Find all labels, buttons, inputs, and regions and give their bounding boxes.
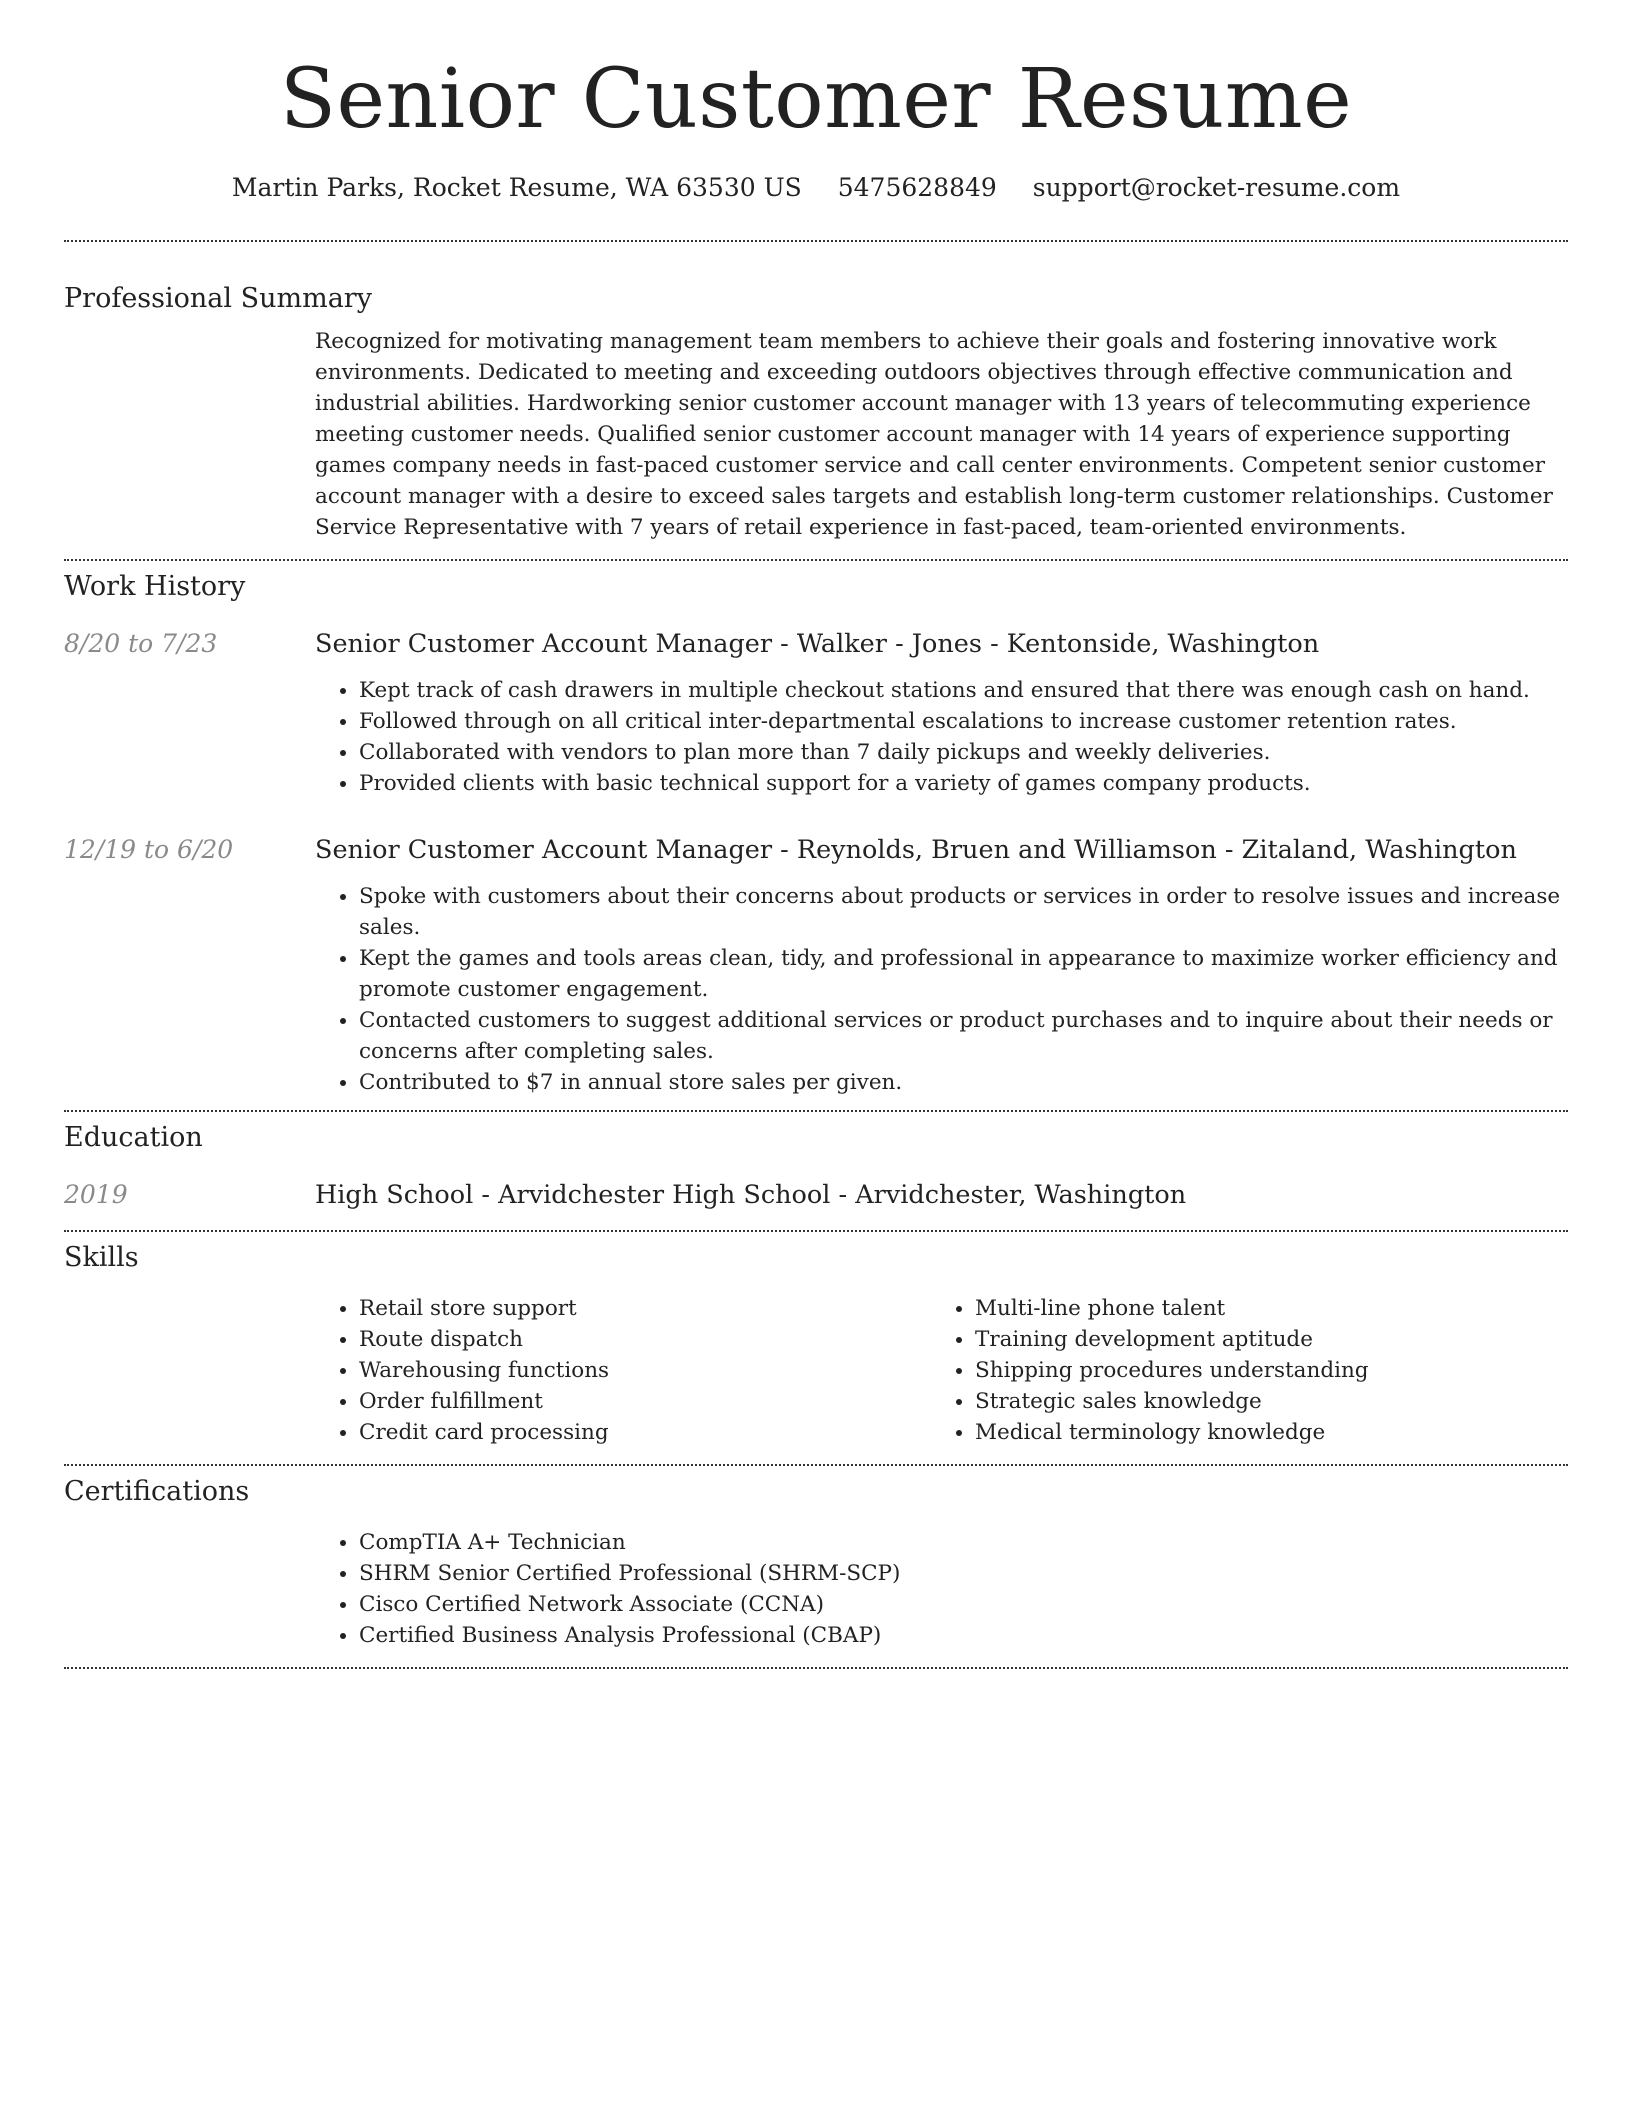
divider xyxy=(64,1464,1568,1466)
summary-body xyxy=(315,326,1568,543)
job-header xyxy=(64,833,1568,867)
job-header xyxy=(64,627,1568,661)
skills-body xyxy=(315,1293,1568,1448)
skills-list xyxy=(315,1293,931,1448)
education-entry xyxy=(64,1178,1568,1212)
certifications-heading: Certifications xyxy=(64,1476,250,1507)
job-bullet: • Collaborated with vendors to plan more than 7 daily pickups and weekly deliveries. xyxy=(359,737,1568,768)
job-title: Senior Customer Account Manager - Walker - Jones - Kentonside, Washington xyxy=(315,629,1320,659)
summary-text: Recognized for motivating management team members to achieve their goals and fostering innovative work environments. Dedicated to meeting and exceeding outdoors objectives through effective communication and industrial abilities. Hardworking senior customer account manager with 13 years of telecommuting experience meeting customer needs. Qualified senior customer account manager with 14 years of experience supporting games company needs in fast-paced customer service and call center environments. Competent senior customer account manager with a desire to exceed sales targets and establish long-term customer relationships. Customer Service Representative with 7 years of retail experience in fast-paced, team-oriented environments. xyxy=(315,329,1553,540)
job-bullet: • Contacted customers to suggest additional services or product purchases and to inquire about their needs or concerns after completing sales. xyxy=(359,1005,1568,1067)
skill-item: • Medical terminology knowledge xyxy=(975,1417,1547,1448)
job-dates: 12/19 to 6/20 xyxy=(64,835,234,864)
divider xyxy=(64,1667,1568,1669)
skill-item: • Multi-line phone talent xyxy=(975,1293,1547,1324)
contact-phone: 5475628849 xyxy=(837,173,997,202)
skills-column-right xyxy=(931,1293,1547,1448)
certification-item: • SHRM Senior Certified Professional (SHRM-SCP) xyxy=(359,1558,1568,1589)
job-bullets xyxy=(315,675,1568,799)
education-heading: Education xyxy=(64,1122,203,1153)
job-bullet: • Spoke with customers about their concerns about products or services in order to resolve issues and increase sales. xyxy=(359,881,1568,943)
skill-item: • Retail store support xyxy=(359,1293,931,1324)
skill-item: • Shipping procedures understanding xyxy=(975,1355,1547,1386)
work-history-heading: Work History xyxy=(64,571,246,602)
skill-item: • Strategic sales knowledge xyxy=(975,1386,1547,1417)
certification-item: • CompTIA A+ Technician xyxy=(359,1527,1568,1558)
resume-header xyxy=(64,0,1568,204)
job-bullet: • Kept track of cash drawers in multiple checkout stations and ensured that there was enough cash on hand. xyxy=(359,675,1568,706)
education-date: 2019 xyxy=(64,1180,128,1209)
education-section xyxy=(64,1121,1568,1212)
job-title: Senior Customer Account Manager - Reynolds, Bruen and Williamson - Zitaland, Washington xyxy=(315,835,1517,865)
skills-list xyxy=(931,1293,1547,1448)
job-bullet: • Provided clients with basic technical support for a variety of games company products. xyxy=(359,768,1568,799)
certification-item: • Certified Business Analysis Professional (CBAP) xyxy=(359,1620,1568,1651)
certifications-body xyxy=(315,1527,1568,1651)
certifications-section xyxy=(64,1475,1568,1651)
resume-title: Senior Customer Resume xyxy=(279,52,1353,147)
skill-item: • Route dispatch xyxy=(359,1324,931,1355)
job-bullets xyxy=(315,881,1568,1098)
certification-item: • Cisco Certified Network Associate (CCNA) xyxy=(359,1589,1568,1620)
job-bullet: • Contributed to $7 in annual store sales per given. xyxy=(359,1067,1568,1098)
skills-heading: Skills xyxy=(64,1242,139,1273)
summary-section xyxy=(64,282,1568,543)
contact-address: Martin Parks, Rocket Resume, WA 63530 US xyxy=(231,173,802,202)
skill-item: • Warehousing functions xyxy=(359,1355,931,1386)
job-entry xyxy=(64,627,1568,799)
certifications-list xyxy=(315,1527,1568,1651)
divider xyxy=(64,1110,1568,1112)
divider xyxy=(64,559,1568,561)
divider xyxy=(64,240,1568,242)
skill-item: • Training development aptitude xyxy=(975,1324,1547,1355)
work-history-section xyxy=(64,570,1568,1098)
skills-grid xyxy=(315,1293,1568,1448)
job-entry xyxy=(64,833,1568,1098)
contact-email: support@rocket-resume.com xyxy=(1032,173,1401,202)
resume-page xyxy=(64,0,1568,1669)
job-bullet: • Kept the games and tools areas clean, tidy, and professional in appearance to maximize worker efficiency and promote customer engagement. xyxy=(359,943,1568,1005)
skill-item: • Order fulfillment xyxy=(359,1386,931,1417)
divider xyxy=(64,1230,1568,1232)
job-details xyxy=(315,675,1568,799)
job-bullet: • Followed through on all critical inter-departmental escalations to increase customer retention rates. xyxy=(359,706,1568,737)
skills-section xyxy=(64,1241,1568,1448)
education-title: High School - Arvidchester High School - Arvidchester, Washington xyxy=(315,1180,1187,1210)
skills-column-left xyxy=(315,1293,931,1448)
contact-line xyxy=(64,172,1568,204)
skill-item: • Credit card processing xyxy=(359,1417,931,1448)
job-dates: 8/20 to 7/23 xyxy=(64,629,218,658)
summary-heading: Professional Summary xyxy=(64,283,372,314)
job-details xyxy=(315,881,1568,1098)
